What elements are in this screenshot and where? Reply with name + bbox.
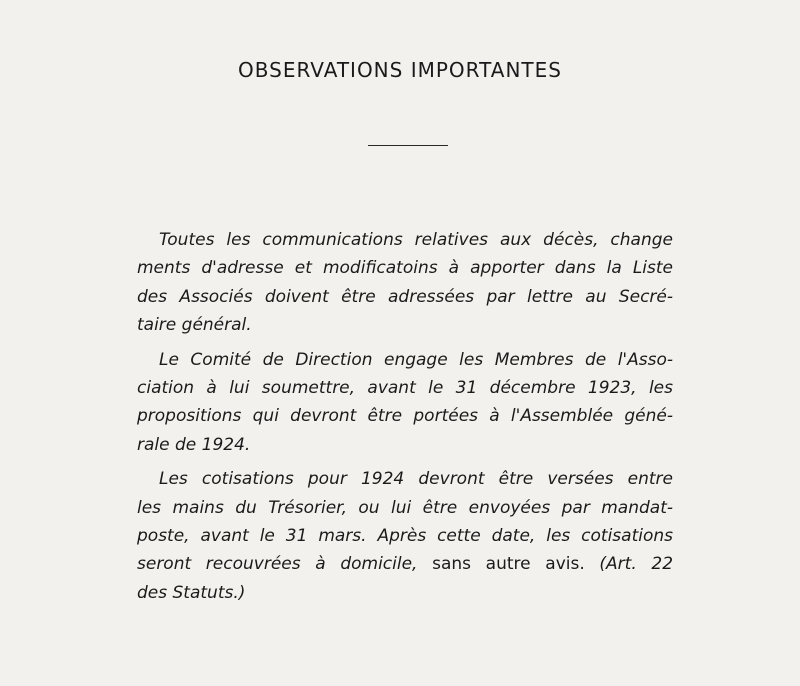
- text-line: Toutes les communications relatives aux décès, change: [159, 230, 673, 250]
- text-line: des Associés doivent être adressées par lettre au Secré-: [137, 286, 673, 307]
- text-line: rale de 1924.: [137, 434, 251, 455]
- body-text: [137, 226, 673, 607]
- title-divider: [368, 145, 448, 146]
- text-line: Le Comité de Direction engage les Membres de l'Asso-: [159, 349, 673, 370]
- text-segment: (Art. 22: [599, 554, 674, 575]
- text-line: taire général.: [137, 315, 252, 336]
- text-line: des Statuts.): [137, 582, 246, 603]
- page-title: OBSERVATIONS IMPORTANTES: [238, 58, 562, 82]
- text-line: les mains du Trésorier, ou lui être envoyées par mandat-: [137, 497, 673, 518]
- text-line: [137, 550, 673, 578]
- text-line: propositions qui devront être portées à l'Assemblée géné-: [137, 406, 673, 427]
- paragraph-deces: [137, 226, 673, 340]
- text-segment: seront recouvrées à domicile,: [137, 554, 418, 575]
- text-line: ments d'adresse et modificatoins à apporter dans la Liste: [137, 258, 673, 279]
- paragraph-cotisations: [137, 465, 673, 607]
- text-line: Les cotisations pour 1924 devront être versées entre: [159, 469, 673, 490]
- emphasis-text: sans autre avis.: [432, 554, 585, 575]
- text-line: ciation à lui soumettre, avant le 31 décembre 1923, les: [137, 378, 673, 399]
- text-line: poste, avant le 31 mars. Après cette date, les cotisations: [137, 526, 673, 547]
- paragraph-comite: [137, 346, 673, 460]
